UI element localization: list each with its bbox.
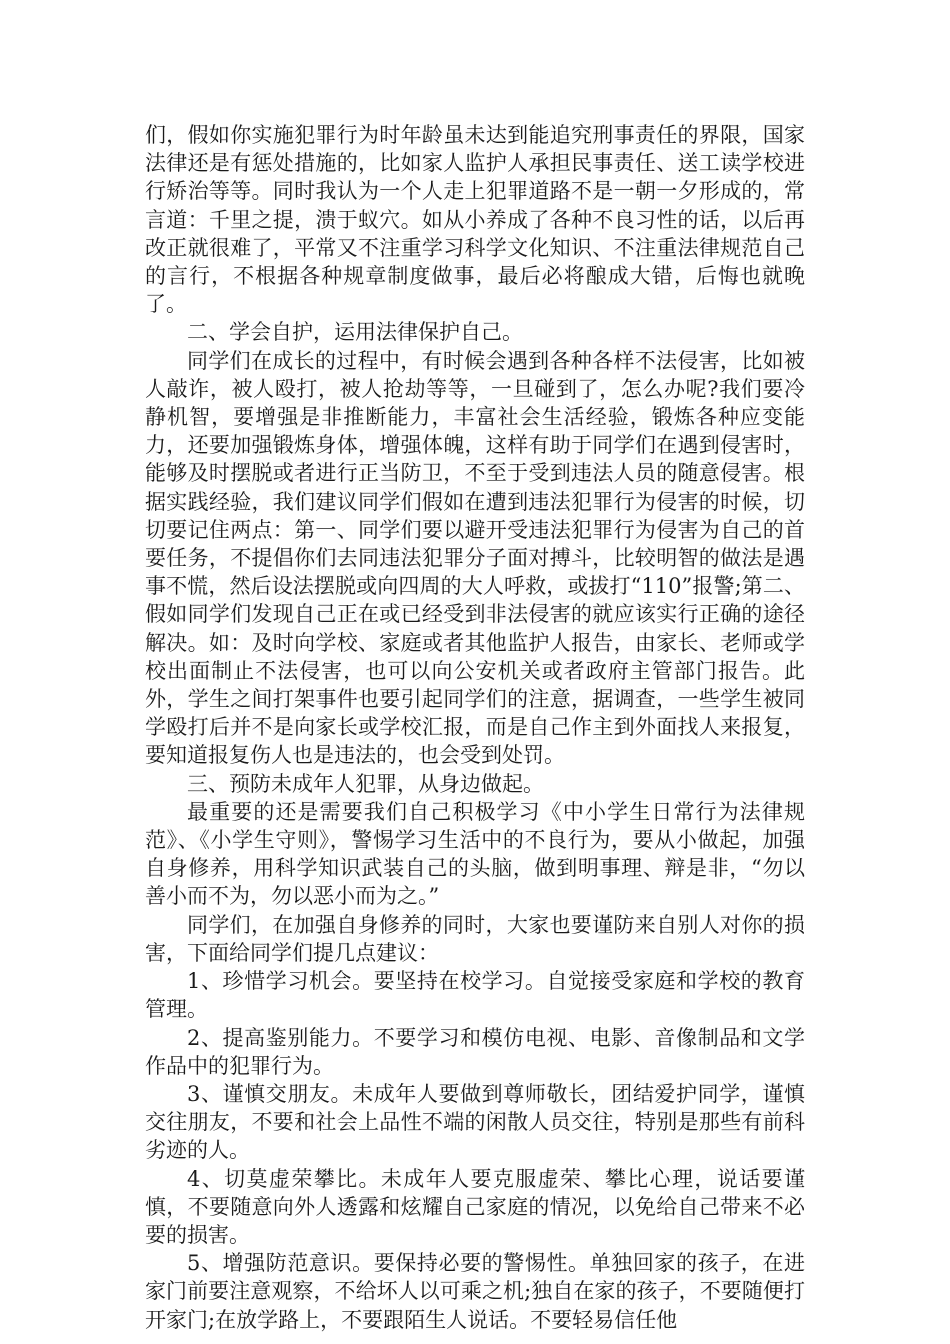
list-item-4: 4、切莫虚荣攀比。未成年人要克服虚荣、攀比心理，说话要谨慎，不要随意向外人透露和炫耀自己家庭的情况，以免给自己带来不必要的损害。 xyxy=(145,1166,805,1247)
section-heading-prevention: 三、预防未成年人犯罪，从身边做起。 xyxy=(187,771,544,796)
section-heading-self-protection: 二、学会自护，运用法律保护自己。 xyxy=(187,320,523,345)
list-item-2: 2、提高鉴别能力。不要学习和模仿电视、电影、音像制品和文学作品中的犯罪行为。 xyxy=(145,1025,805,1078)
list-item-5: 5、增强防范意识。要保持必要的警惕性。单独回家的孩子，在进家门前要注意观察，不给坏人以可乘之机;独自在家的孩子，不要随便打开家门;在放学路上，不要跟陌生人说话。不要轻易信任他 xyxy=(145,1251,805,1332)
paragraph-self-protection: 同学们在成长的过程中，有时候会遇到各种各样不法侵害，比如被人敲诈，被人殴打，被人抢劫等等，一旦碰到了，怎么办呢?我们要冷静机智，要增强是非推断能力，丰富社会生活经验，锻炼各种应变能力，还要加强锻炼身体，增强体魄，这样有助于同学们在遇到侵害时，能够及时摆脱或者进行正当防卫，不至于受到违法人员的随意侵害。根据实践经验，我们建议同学们假如在遭到违法犯罪行为侵害的时候，切切要记住两点：第一、同学们要以避开受违法犯罪行为侵害为自己的首要任务，不提倡你们去同违法犯罪分子面对搏斗，比较明智的做法是遇事不慌，然后设法摆脱或向四周的大人呼救，或拔打“110”报警;第二、假如同学们发现自己正在或已经受到非法侵害的就应该实行正确的途径解决。如：及时向学校、家庭或者其他监护人报告，由家长、老师或学校出面制止不法侵害，也可以向公安机关或者政府主管部门报告。此外，学生之间打架事件也要引起同学们的注意，据调查，一些学生被同学殴打后并不是向家长或学校汇报，而是自己作主到外面找人来报复，要知道报复伤人也是违法的，也会受到处罚。 xyxy=(145,348,805,768)
list-item-3: 3、谨慎交朋友。未成年人要做到尊师敬长，团结爱护同学，谨慎交往朋友，不要和社会上品性不端的闲散人员交往，特别是那些有前科劣迹的人。 xyxy=(145,1081,805,1163)
list-item-1: 1、珍惜学习机会。要坚持在校学习。自觉接受家庭和学校的教育管理。 xyxy=(145,969,805,1022)
document-page xyxy=(145,121,805,1334)
paragraph-continuation: 们，假如你实施犯罪行为时年龄虽未达到能追究刑事责任的界限，国家法律还是有惩处措施的，比如家人监护人承担民事责任、送工读学校进行矫治等等。同时我认为一个人走上犯罪道路不是一朝一夕形成的，常言道：千里之提，溃于蚁穴。如从小养成了各种不良习性的话，以后再改正就很难了，平常又不注重学习科学文化知识、不注重法律规范自己的言行，不根据各种规章制度做事，最后必将酿成大错，后悔也就晚了。 xyxy=(145,123,805,317)
paragraph-prevention: 最重要的还是需要我们自己积极学习《中小学生日常行为法律规范》、《小学生守则》，警惕学习生活中的不良行为，要从小做起，加强自身修养，用科学知识武装自己的头脑，做到明事理、辩是非，“勿以善小而不为，勿以恶小而为之。” xyxy=(145,799,805,909)
paragraph-suggestions-intro: 同学们，在加强自身修养的同时，大家也要谨防来自别人对你的损害，下面给同学们提几点建议： xyxy=(145,912,805,965)
